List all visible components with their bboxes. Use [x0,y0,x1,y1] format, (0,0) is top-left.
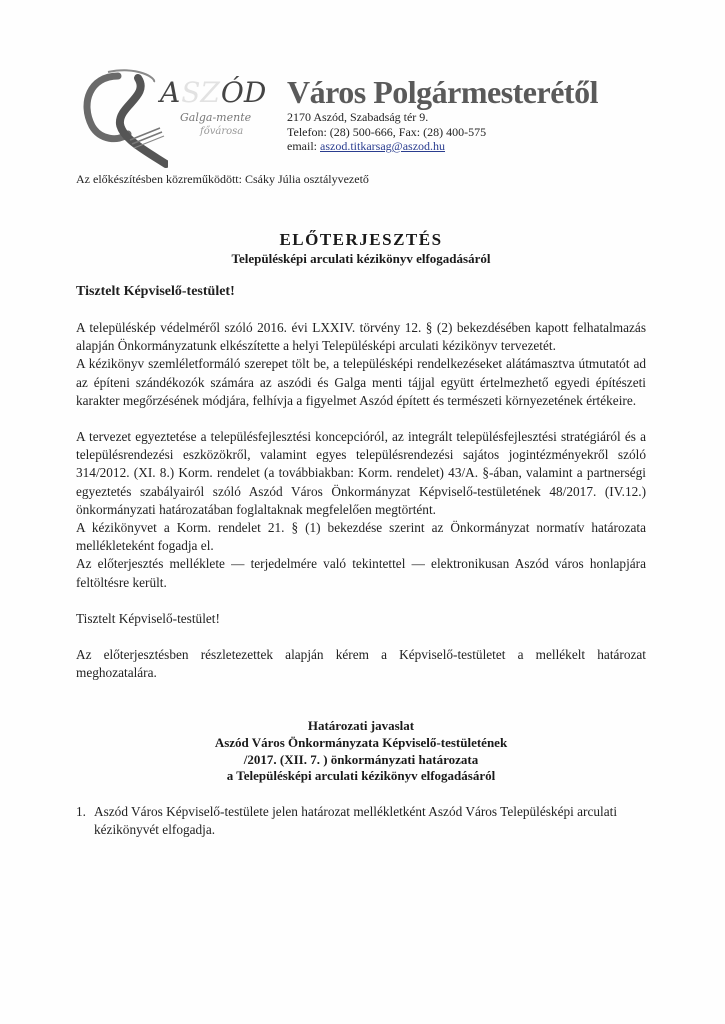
logo-tagline-2: fővárosa [200,126,244,137]
office-block [287,68,598,154]
body-section-2 [76,428,646,592]
logo-letters-od: ÓD [220,76,267,109]
email-line [287,139,598,154]
phone-fax: Telefon: (28) 500-666, Fax: (28) 400-575 [287,124,487,139]
resolution-item [76,803,646,839]
resolution-heading-line: a Településképi arculati kézikönyv elfogadásáról [226,768,496,784]
resolution-heading-line: Határozati javaslat [307,718,415,734]
logo-letter-a: A [160,76,181,109]
logo-letters [160,76,266,110]
paragraph: A kézikönyv szemléletformáló szerepet tölt be, a településképi rendelkezéseket alátámasztva útmutatót ad az építeni szándékozók számára az aszódi és Galga menti tájjal együtt értelmezhető egyedi építészeti karakter megőrzésének módjára, felhívja a figyelmet Aszód épített és természeti környezetének értékeire. [76,356,646,408]
resolution-heading [76,718,646,784]
town-logo-icon [78,68,283,168]
logo-letters-sz: SZ [181,76,220,109]
resolution-items [76,803,646,839]
paragraph: Az előterjesztésben részletezettek alapján kérem a Képviselő-testületet a mellékelt határozat meghozatalára. [76,647,646,681]
paragraph: A tervezet egyeztetése a településfejlesztési koncepcióról, az integrált településfejlesztési stratégiáról és a településrendezési eszközökről, valamint egyes településrendezési sajátos jogintézményekről szóló 314/2012. (XI. 8.) Korm. rendelet (a továbbiakban: Korm. rendelet) 43/A. §-ában, valamint a partnerségi egyeztetés szabályairól szóló Aszód Város Önkormányzat Képviselő-testületének 48/2017. (IV.12.) önkormányzati határozatában foglaltaknak megfelelően megtörtént. [76,429,646,517]
office-title: Város Polgármesterétől [287,74,598,110]
resolution-heading-line: /2017. (XII. 7. ) önkormányzati határozata [243,751,479,767]
resolution-item-number: 1. [76,803,86,819]
document-body [76,172,646,839]
email-label: email: [287,139,317,153]
email-link[interactable]: aszod.titkarsag@aszod.hu [320,139,446,153]
salutation-closing: Tisztelt Képviselő-testület! [76,610,220,626]
paragraph: Az előterjesztés melléklete — terjedelmére való tekintettel — elektronikusan Aszód város honlapjára feltöltésre került. [76,556,646,590]
logo-tagline: Galga-mente [180,111,252,124]
request-paragraph [76,646,646,682]
resolution-heading-line: Aszód Város Önkormányzata Képviselő-testületének [214,735,508,751]
preparer-note: Az előkészítésben közreműködött: Csáky Júlia osztályvezető [76,172,369,186]
contact-block [287,110,598,154]
body-section-1 [76,319,646,410]
address: 2170 Aszód, Szabadság tér 9. [287,110,429,124]
document-title: ELŐTERJESZTÉS [279,230,443,249]
salutation-opening: Tisztelt Képviselő-testület! [76,284,235,299]
paragraph: A kézikönyvet a Korm. rendelet 21. § (1) bekezdése szerint az Önkormányzat normatív határozata mellékleteként fogadja el. [76,520,646,554]
logo-text [160,68,266,139]
letterhead [78,68,725,168]
resolution-item-text: Aszód Város Képviselő-testülete jelen határozat mellékletként Aszód Város Településképi arculati kézikönyvét elfogadja. [94,803,618,838]
paragraph: A településkép védelméről szóló 2016. évi LXXIV. törvény 12. § (2) bekezdésében kapott felhatalmazás alapján Önkormányzatunk elkészítette a helyi Településképi arculati kézikönyv tervezetét. [76,320,646,354]
document-subtitle: Településképi arculati kézikönyv elfogadásáról [231,251,491,266]
logo-swirl-icon [78,68,168,168]
